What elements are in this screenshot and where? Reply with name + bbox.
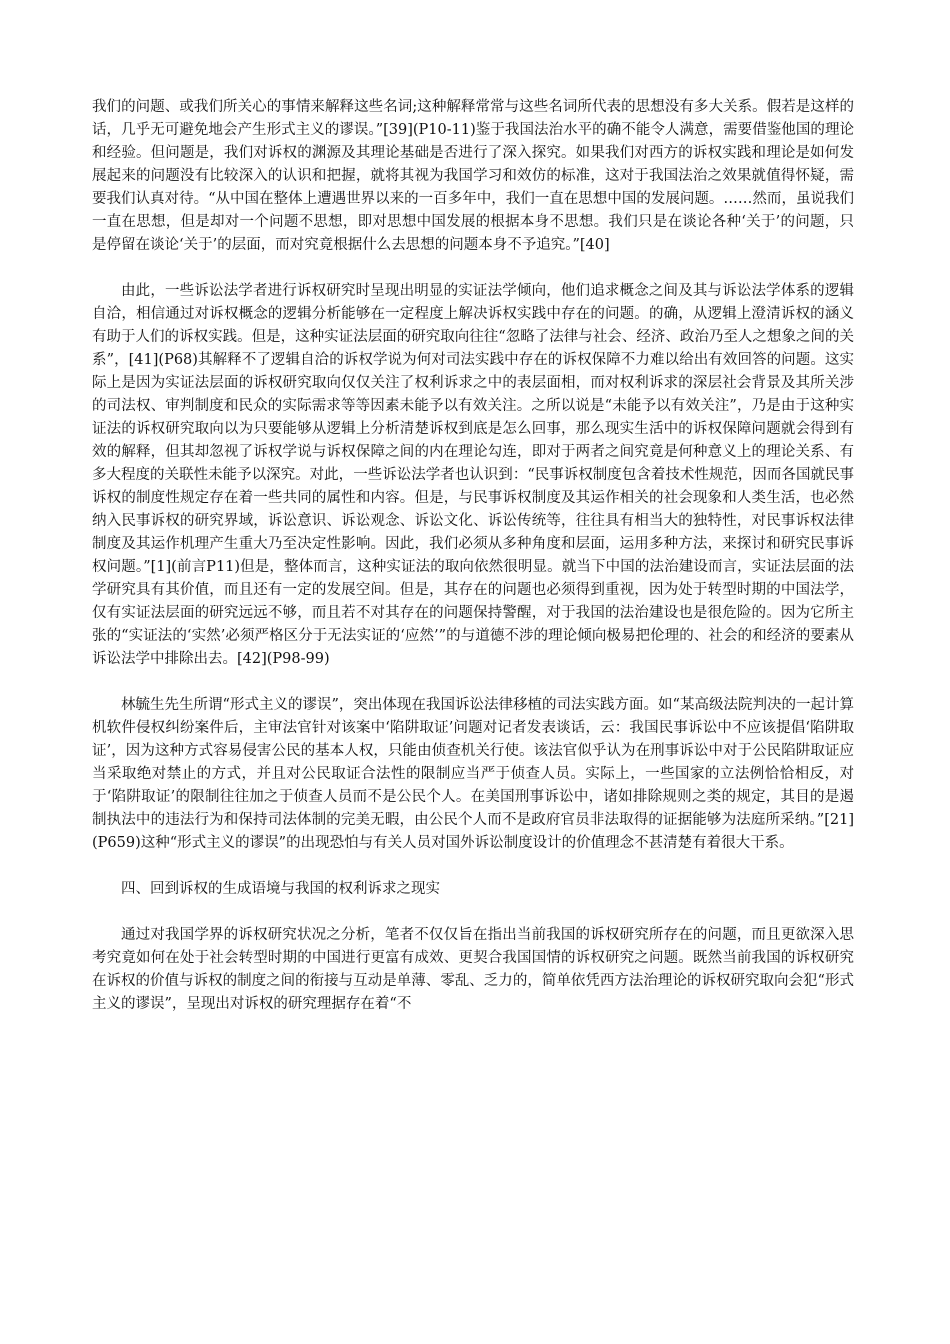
document-page	[92, 96, 854, 1039]
section-heading: 四、回到诉权的生成语境与我国的权利诉求之现实	[121, 881, 440, 897]
paragraph-3: 林毓生先生所谓“形式主义的谬误”，突出体现在我国诉讼法律移植的司法实践方面。如“某高级法院判决的一起计算机软件侵权纠纷案件后，主审法官针对该案中‘陷阱取证’问题对记者发表谈话，云：我国民事诉讼中不应该提倡‘陷阱取证’，因为这种方式容易侵害公民的基本人权，只能由侦查机关行使。该法官似乎认为在刑事诉讼中对于公民陷阱取证应当采取绝对禁止的方式，并且对公民取证合法性的限制应当严于侦查人员。实际上，一些国家的立法例恰恰相反，对于‘陷阱取证’的限制往往加之于侦查人员而不是公民个人。在美国刑事诉讼中，诸如排除规则之类的规定，其目的是遏制执法中的违法行为和保持司法体制的完美无暇，由公民个人而不是政府官员非法取得的证据能够为法庭所采纳。”[21](P659)这种“形式主义的谬误”的出现恐怕与有关人员对国外诉讼制度设计的价值理念不甚清楚有着很大干系。	[92, 697, 854, 851]
paragraph-1: 我们的问题、或我们所关心的事情来解释这些名词;这种解释常常与这些名词所代表的思想没有多大关系。假若是这样的话，几乎无可避免地会产生形式主义的谬误。”[39](P10-11)鉴于我国法治水平的确不能令人满意，需要借鉴他国的理论和经验。但问题是，我们对诉权的渊源及其理论基础是否进行了深入探究。如果我们对西方的诉权实践和理论是如何发展起来的问题没有比较深入的认识和把握，就将其视为我国学习和效仿的标准，这对于我国法治之效果就值得怀疑，需要我们认真对待。“从中国在整体上遭遇世界以来的一百多年中，我们一直在思想中国的发展问题。……然而，虽说我们一直在思想，但是却对一个问题不思想，即对思想中国发展的根据本身不思想。我们只是在谈论各种‘关于’的问题，只是停留在谈论‘关于’的层面，而对究竟根据什么去思想的问题本身不予追究。”[40]	[92, 99, 854, 253]
paragraph-4: 通过对我国学界的诉权研究状况之分析，笔者不仅仅旨在指出当前我国的诉权研究所存在的问题，而且更欲深入思考究竟如何在处于社会转型时期的中国进行更富有成效、更契合我国国情的诉权研究之问题。既然当前我国的诉权研究在诉权的价值与诉权的制度之间的衔接与互动是单薄、零乱、乏力的，简单依凭西方法治理论的诉权研究取向会犯“形式主义的谬误”，呈现出对诉权的研究理据存在着“不	[92, 927, 854, 1012]
paragraph-2: 由此，一些诉讼法学者进行诉权研究时呈现出明显的实证法学倾向，他们追求概念之间及其与诉讼法学体系的逻辑自洽，相信通过对诉权概念的逻辑分析能够在一定程度上解决诉权实践中存在的问题。的确，从逻辑上澄清诉权的涵义有助于人们的诉权实践。但是，这种实证法层面的研究取向往往“忽略了法律与社会、经济、政治乃至人之想象之间的关系”，[41](P68)其解释不了逻辑自洽的诉权学说为何对司法实践中存在的诉权保障不力难以给出有效回答的问题。这实际上是因为实证法层面的诉权研究取向仅仅关注了权利诉求之中的表层面相，而对权利诉求的深层社会背景及其所关涉的司法权、审判制度和民众的实际需求等等因素未能予以有效关注。之所以说是“未能予以有效关注”，乃是由于这种实证法的诉权研究取向以为只要能够从逻辑上分析清楚诉权到底是怎么回事，那么现实生活中的诉权保障问题就会得到有效的解释，但其却忽视了诉权学说与诉权保障之间的内在理论勾连，即对于两者之间究竟是何种意义上的理论关系、有多大程度的关联性未能予以深究。对此，一些诉讼法学者也认识到：“民事诉权制度包含着技术性规范，因而各国就民事诉权的制度性规定存在着一些共同的属性和内容。但是，与民事诉权制度及其运作相关的社会现象和人类生活，也必然纳入民事诉权的研究界域，诉讼意识、诉讼观念、诉讼文化、诉讼传统等，往往具有相当大的独特性，对民事诉权法律制度及其运作机理产生重大乃至决定性影响。因此，我们必须从多种角度和层面，运用多种方法，来探讨和研究民事诉权问题。”[1](前言P11)但是，整体而言，这种实证法的取向依然很明显。就当下中国的法治建设而言，实证法层面的法学研究具有其价值，而且还有一定的发展空间。但是，其存在的问题也必须得到重视，因为处于转型时期的中国法学，仅有实证法层面的研究远远不够，而且若不对其存在的问题保持警醒，对于我国的法治建设也是很危险的。因为它所主张的“实证法的‘实然’必须严格区分于无法实证的‘应然’”的与道德不涉的理论倾向极易把伦理的、社会的和经济的要素从诉讼法学中排除出去。[42](P98-99)	[92, 283, 854, 667]
